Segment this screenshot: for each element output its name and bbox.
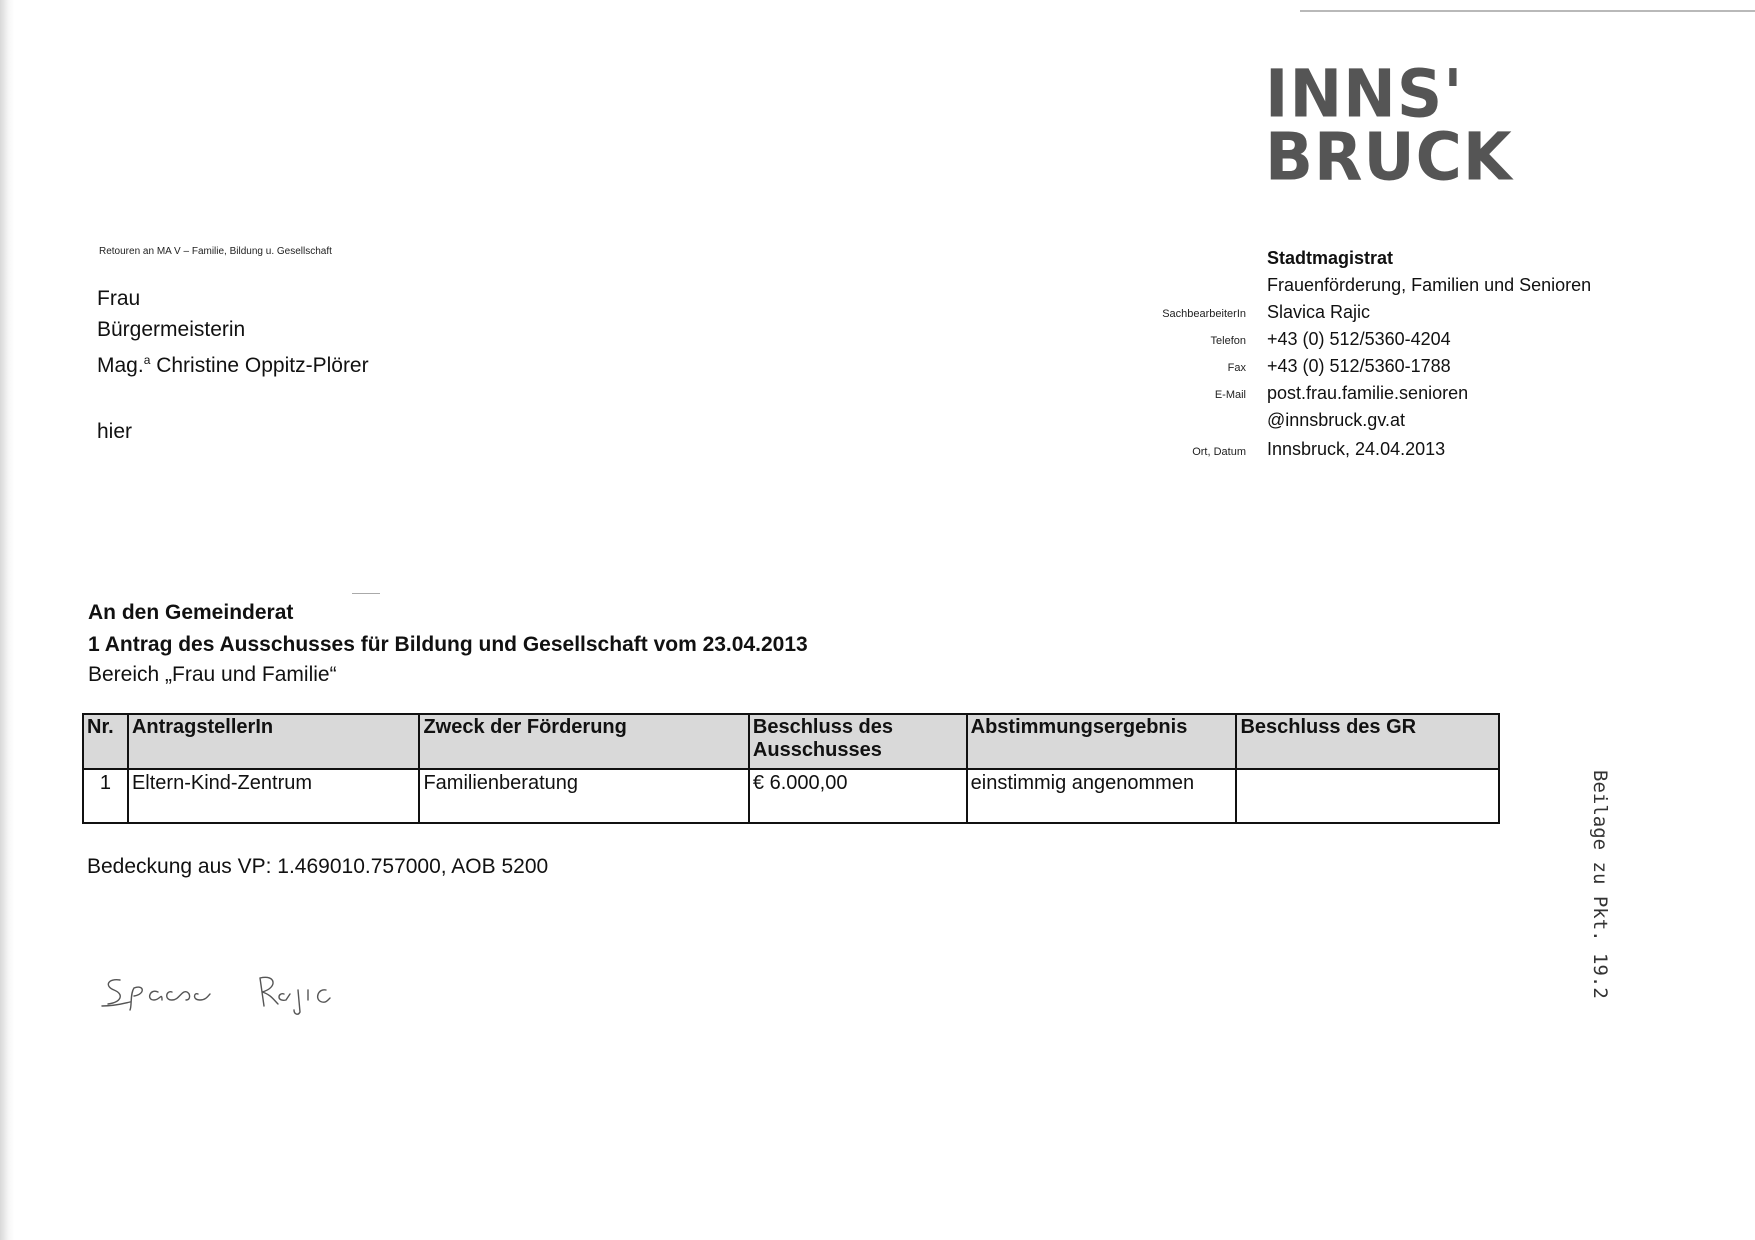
cell-purpose: Familienberatung <box>419 769 748 823</box>
logo-line-1: INNS' <box>1265 55 1464 133</box>
table-row <box>83 769 1499 823</box>
label-place-date: Ort, Datum <box>1192 446 1246 458</box>
header-purpose: Zweck der Förderung <box>419 714 748 769</box>
sender-block <box>1267 245 1591 434</box>
header-committee-line-1: Beschluss des <box>752 716 893 738</box>
header-applicant: AntragstellerIn <box>128 714 420 769</box>
document-heading <box>88 597 808 689</box>
heading-line-1: An den Gemeinderat <box>88 601 294 624</box>
cell-nr: 1 <box>83 769 128 823</box>
recipient-title-sup: a <box>143 353 151 367</box>
recipient-salutation: Frau <box>97 287 141 310</box>
side-note: Beilage zu Pkt. 19.2 <box>1589 770 1611 999</box>
cell-applicant: Eltern-Kind-Zentrum <box>128 769 420 823</box>
sender-department: Frauenförderung, Familien und Senioren <box>1267 275 1592 295</box>
sender-fax: +43 (0) 512/5360-1788 <box>1267 356 1451 376</box>
scan-edge-line <box>1300 10 1755 12</box>
header-committee-line-2: Ausschusses <box>752 739 882 761</box>
recipient-location: hier <box>97 420 133 443</box>
heading-line-3: Bereich „Frau und Familie“ <box>88 663 337 686</box>
logo-line-2: BRUCK <box>1265 118 1513 196</box>
cell-vote: einstimmig angenommen <box>967 769 1237 823</box>
table-header-row <box>83 714 1499 769</box>
recipient-address <box>97 283 369 381</box>
recipient-role: Bürgermeisterin <box>97 318 246 341</box>
sender-email-line-1: post.frau.familie.senioren <box>1267 383 1469 403</box>
cell-amount: € 6.000,00 <box>749 769 967 823</box>
sender-clerk: Slavica Rajic <box>1267 302 1371 322</box>
header-council-decision: Beschluss des GR <box>1236 714 1499 769</box>
handwritten-signature <box>100 970 380 1020</box>
label-phone: Telefon <box>1210 335 1246 347</box>
heading-line-2: 1 Antrag des Ausschusses für Bildung und Gesellschaft vom 23.04.2013 <box>88 633 808 656</box>
label-email: E-Mail <box>1214 389 1246 401</box>
label-clerk: SachbearbeiterIn <box>1162 308 1246 320</box>
scan-edge <box>0 0 14 1240</box>
recipient-name: Christine Oppitz-Plörer <box>150 354 369 377</box>
header-committee-decision <box>749 714 967 769</box>
innsbruck-logo <box>1265 55 1525 196</box>
sender-place-date: Innsbruck, 24.04.2013 <box>1267 439 1446 459</box>
sender-org: Stadtmagistrat <box>1267 248 1394 268</box>
label-fax: Fax <box>1227 362 1246 374</box>
recipient-name-line <box>97 345 369 381</box>
recipient-title: Mag. <box>97 354 144 377</box>
coverage-line: Bedeckung aus VP: 1.469010.757000, AOB 5200 <box>87 855 549 878</box>
cell-council <box>1236 769 1499 823</box>
header-nr: Nr. <box>83 714 128 769</box>
sender-phone: +43 (0) 512/5360-4204 <box>1267 329 1451 349</box>
return-address: Retouren an MA V – Familie, Bildung u. Gesellschaft <box>99 246 332 257</box>
header-vote: Abstimmungsergebnis <box>967 714 1237 769</box>
divider <box>352 593 380 594</box>
resolution-table <box>82 713 1500 824</box>
sender-email-line-2: @innsbruck.gv.at <box>1267 410 1405 430</box>
